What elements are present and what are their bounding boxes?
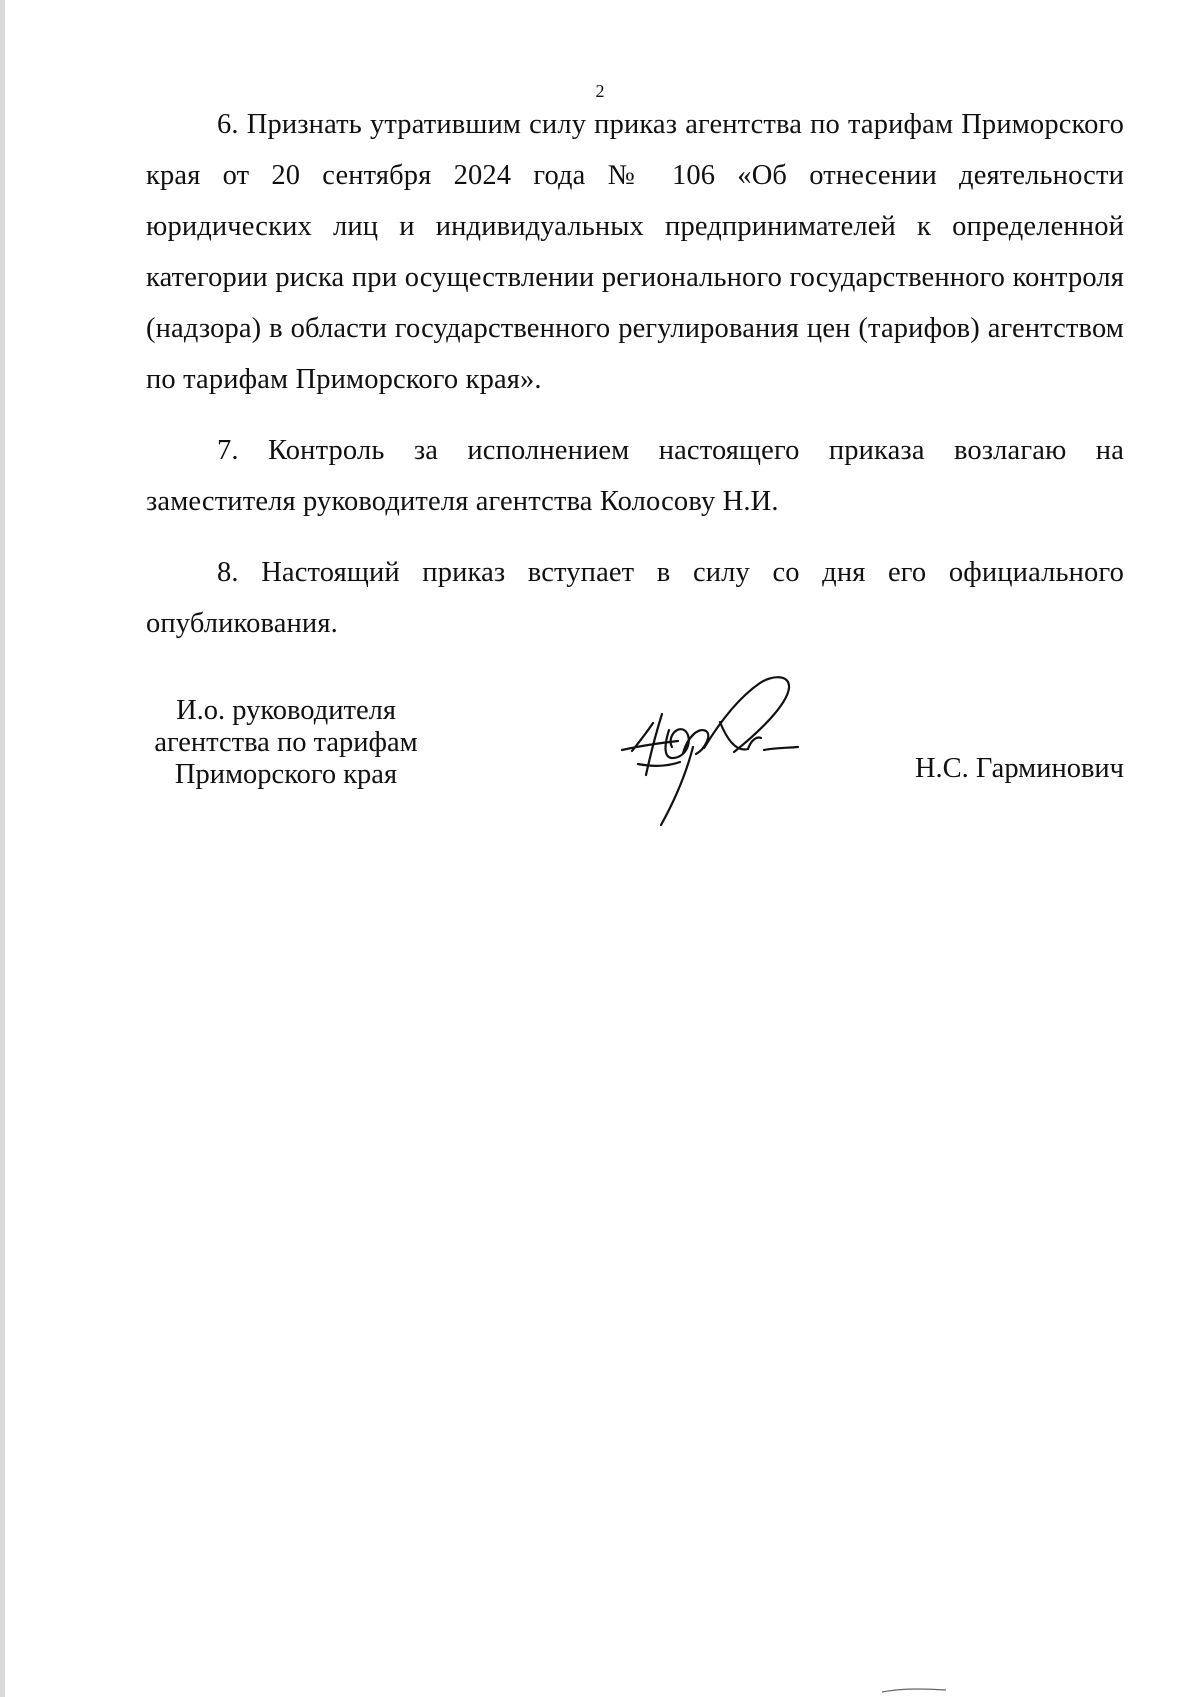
scan-artifact: [880, 1685, 950, 1693]
paragraph-6: 6. Признать утратившим силу приказ агентства по тарифам Приморского края от 20 сентября 2024 года № 106 «Об отнесении деятельности юридических лиц и индивидуальных предпринимателей к определенной категории риска при осуществлении регионального государственного контроля (надзора) в области государственного регулирования цен (тарифов) агентством по тарифам Приморского края».: [146, 109, 1124, 395]
signatory-title: [136, 695, 436, 791]
signatory-name: Н.С. Гарминович: [914, 753, 1124, 784]
document-body: [146, 99, 1124, 649]
signatory-title-line: Приморского края: [174, 759, 398, 790]
handwritten-signature: [620, 675, 810, 830]
paragraph-8: 8. Настоящий приказ вступает в силу со дня его официального опубликования.: [146, 557, 1124, 639]
page-number: 2: [595, 81, 605, 101]
signatory-title-line: И.о. руководителя: [176, 695, 396, 726]
paragraph-7: 7. Контроль за исполнением настоящего приказа возлагаю на заместителя руководителя агентства Колосову Н.И.: [146, 435, 1124, 517]
page-left-edge: [0, 0, 5, 1697]
signatory-title-line: агентства по тарифам: [154, 727, 418, 758]
